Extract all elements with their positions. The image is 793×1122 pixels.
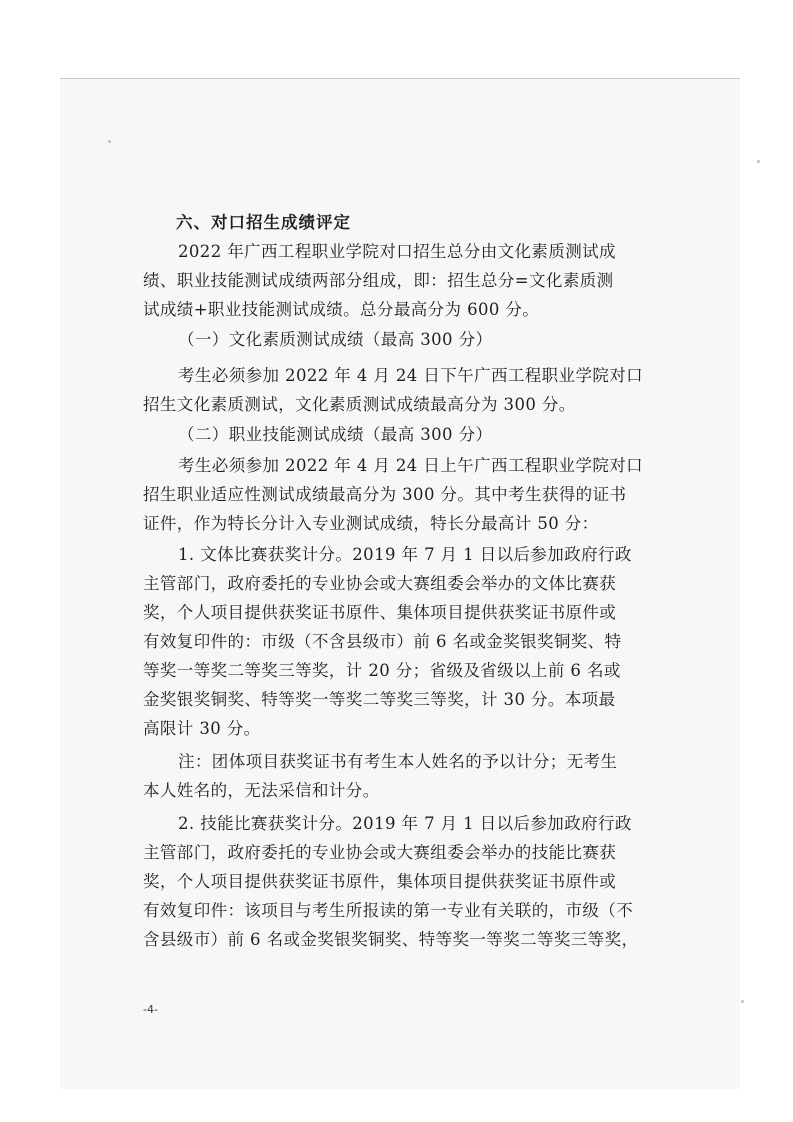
body-line: 金奖银奖铜奖、特等奖一等奖二等奖三等奖，计 30 分。本项最 [143, 690, 616, 709]
body-line: 等奖一等奖二等奖三等奖，计 20 分；省级及省级以上前 6 名或 [143, 661, 621, 680]
body-line: 有效复印件：该项目与考生所报读的第一专业有关联的，市级（不 [143, 901, 634, 920]
body-line: 高限计 30 分。 [143, 719, 261, 738]
note-line: 注：团体项目获奖证书有考生本人姓名的予以计分；无考生 [178, 752, 618, 771]
body-line: 含县级市）前 6 名或金奖银奖铜奖、特等奖一等奖二等奖三等奖， [143, 930, 639, 949]
body-line: 招生文化素质测试，文化素质测试成绩最高分为 300 分。 [143, 395, 576, 414]
body-line: 考生必须参加 2022 年 4 月 24 日上午广西工程职业学院对口 [178, 456, 644, 475]
scan-speck [108, 140, 111, 143]
subheading: （二）职业技能测试成绩（最高 300 分） [178, 425, 493, 444]
subheading: （一）文化素质测试成绩（最高 300 分） [178, 330, 493, 349]
body-line: 考生必须参加 2022 年 4 月 24 日下午广西工程职业学院对口 [178, 366, 644, 385]
body-line: 有效复印件的：市级（不含县级市）前 6 名或金奖银奖铜奖、特 [143, 632, 622, 651]
scan-speck [757, 160, 760, 163]
body-line: 证件，作为特长分计入专业测试成绩，特长分最高计 50 分： [143, 514, 599, 533]
body-line: 1. 文体比赛获奖计分。2019 年 7 月 1 日以后参加政府行政 [178, 545, 632, 564]
body-line: 主管部门，政府委托的专业协会或大赛组委会举办的技能比赛获 [143, 843, 617, 862]
body-line: 奖，个人项目提供获奖证书原件、集体项目提供获奖证书原件或 [143, 603, 617, 622]
page-number: -4- [143, 1003, 158, 1016]
body-line: 2022 年广西工程职业学院对口招生总分由文化素质测试成 [178, 242, 616, 261]
note-line: 本人姓名的，无法采信和计分。 [143, 781, 380, 800]
body-line: 招生职业适应性测试成绩最高分为 300 分。其中考生获得的证书 [143, 485, 627, 504]
section-heading: 六、对口招生成绩评定 [176, 213, 351, 232]
body-line: 试成绩+职业技能测试成绩。总分最高分为 600 分。 [143, 300, 540, 319]
scan-speck [741, 1000, 744, 1003]
body-line: 主管部门，政府委托的专业协会或大赛组委会举办的文体比赛获 [143, 574, 617, 593]
body-line: 2. 技能比赛获奖计分。2019 年 7 月 1 日以后参加政府行政 [178, 814, 632, 833]
body-line: 奖，个人项目提供获奖证书原件，集体项目提供获奖证书原件或 [143, 872, 617, 891]
body-line: 绩、职业技能测试成绩两部分组成，即：招生总分=文化素质测 [143, 271, 614, 290]
